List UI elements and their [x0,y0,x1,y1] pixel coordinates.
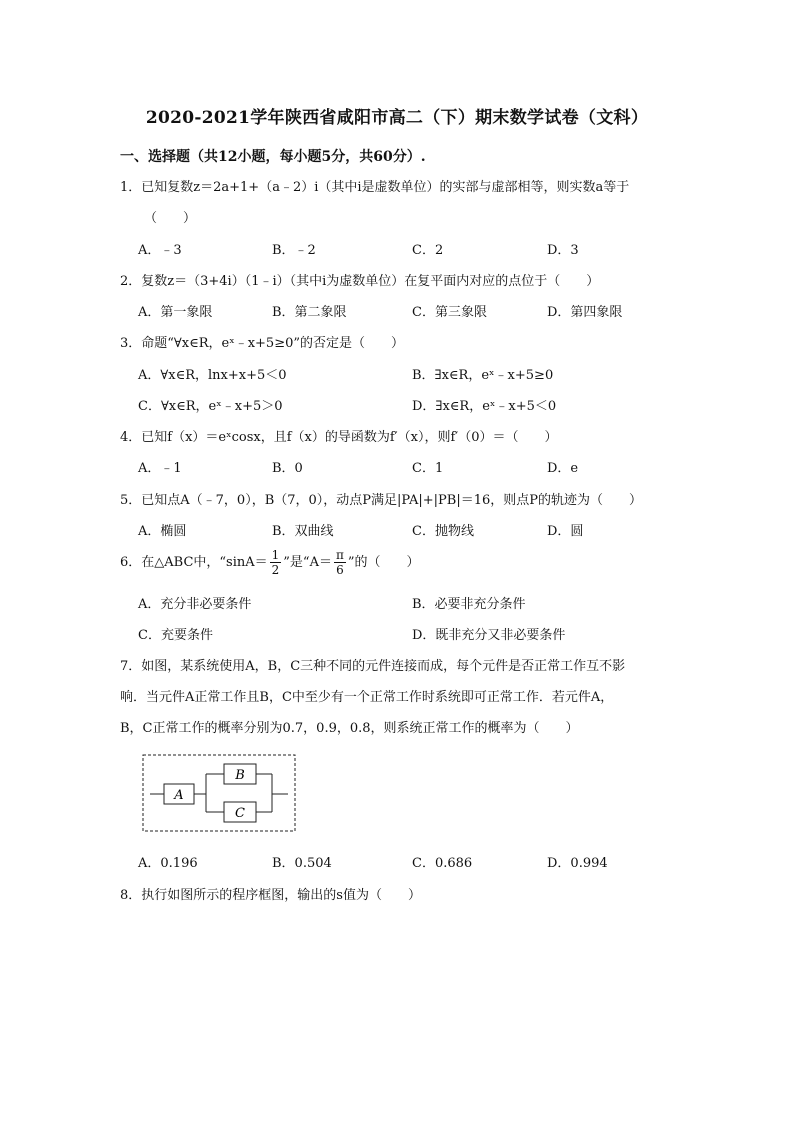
frac2-numerator: π [335,548,344,562]
q6-option-c: C．充要条件 [138,628,213,643]
exam-title: 2020-2021学年陕西省咸阳市高二（下）期末数学试卷（文科） [145,108,649,128]
circuit-svg [142,754,296,832]
q3-option-d: D．∃x∈R，eˣ﹣x+5＜0 [412,399,557,414]
q2-option-d: D．第四象限 [547,305,623,320]
question-7-line-3: B，C正常工作的概率分别为0.7，0.9，0.8，则系统正常工作的概率为（ ） [120,721,579,736]
q7-option-a: A．0.196 [138,856,198,871]
frac1-denominator: 2 [271,563,280,577]
component-b-label: B [235,768,245,783]
question-1: 1．已知复数z＝2a+1+（a﹣2）i（其中i是虚数单位）的实部与虚部相等，则实数a等于 [120,180,630,195]
section-heading: 一、选择题（共12小题，每小题5分，共60分）. [120,149,426,165]
q6-prefix: 6．在△ABC中，“sinA＝ [120,555,268,570]
q6-middle: ”是“A＝ [283,555,332,570]
frac1-numerator: 1 [271,548,280,562]
q6-suffix: ”的（ ） [347,555,420,570]
question-7-line-2: 响．当元件A正常工作且B，C中至少有一个正常工作时系统即可正常工作．若元件A， [120,690,614,705]
component-c-label: C [235,806,245,821]
q7-option-b: B．0.504 [272,856,332,871]
q1-option-b: B．﹣2 [272,243,316,258]
q4-option-b: B．0 [272,461,303,476]
q2-option-b: B．第二象限 [272,305,347,320]
q3-option-c: C．∀x∈R，eˣ﹣x+5＞0 [138,399,283,414]
fraction-one-half [270,548,282,577]
q4-option-a: A．﹣1 [138,461,182,476]
component-a-label: A [174,788,184,803]
question-5: 5．已知点A（﹣7，0），B（7，0），动点P满足|PA|+|PB|＝16，则点P的轨迹为（ ） [120,493,642,508]
q1-option-c: C．2 [412,243,444,258]
q7-option-c: C．0.686 [412,856,473,871]
question-8: 8．执行如图所示的程序框图，输出的s值为（ ） [120,888,421,903]
q6-option-b: B．必要非充分条件 [412,597,526,612]
question-3: 3．命题“∀x∈R，eˣ﹣x+5≥0”的否定是（ ） [120,336,405,351]
q5-option-d: D．圆 [547,524,584,539]
question-2: 2．复数z＝（3+4i）（1﹣i）（其中i为虚数单位）在复平面内对应的点位于（ ） [120,274,600,289]
q5-option-a: A．椭圆 [138,524,187,539]
q7-option-d: D．0.994 [547,856,608,871]
q5-option-b: B．双曲线 [272,524,334,539]
circuit-diagram [142,754,296,832]
q4-option-c: C．1 [412,461,444,476]
q3-option-b: B．∃x∈R，eˣ﹣x+5≥0 [412,368,554,383]
q6-option-a: A．充分非必要条件 [138,597,252,612]
q5-option-c: C．抛物线 [412,524,474,539]
q3-option-a: A．∀x∈R，lnx+x+5＜0 [138,368,287,383]
q4-option-d: D．e [547,461,579,476]
question-1-bracket: （ ） [144,211,197,226]
fraction-pi-over-six [334,548,346,577]
frac2-denominator: 6 [336,563,344,577]
q2-option-a: A．第一象限 [138,305,213,320]
q1-option-a: A．﹣3 [138,243,182,258]
question-7-line-1: 7．如图，某系统使用A，B，C三种不同的元件连接而成，每个元件是否正常工作互不影 [120,659,626,674]
question-6 [120,548,420,577]
q1-option-d: D．3 [547,243,579,258]
q2-option-c: C．第三象限 [412,305,487,320]
q6-option-d: D．既非充分又非必要条件 [412,628,566,643]
question-4: 4．已知f（x）＝eˣcosx，且f（x）的导函数为f′（x），则f′（0）＝（ ） [120,430,558,445]
